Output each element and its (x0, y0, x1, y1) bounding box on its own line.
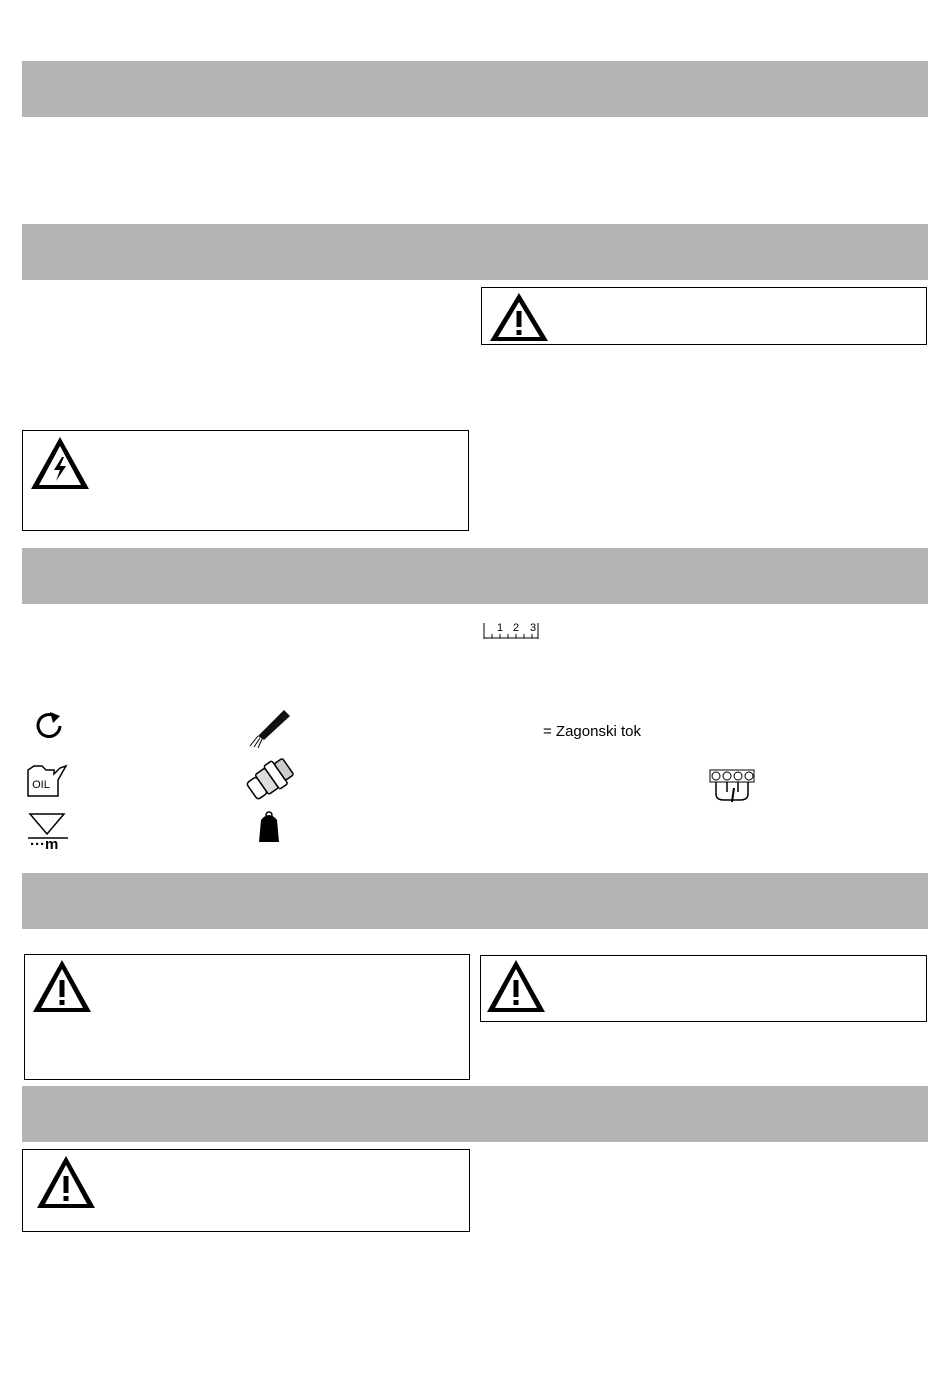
warning-box-section4-right (480, 955, 927, 1022)
cable-gland-icon (242, 755, 298, 803)
section-header-2 (22, 224, 928, 280)
section-header-4 (22, 873, 928, 929)
weight-icon (257, 810, 281, 844)
warning-box-top-right (481, 287, 927, 345)
warning-box-section5 (22, 1149, 470, 1232)
scale-number-2: 2 (513, 622, 520, 634)
starting-current-label: = Zagonski tok (543, 723, 641, 740)
electric-warning-box (22, 430, 469, 531)
warning-triangle-icon (488, 291, 550, 343)
oil-can-icon (24, 758, 68, 798)
cable-icon (246, 706, 294, 748)
oil-label: OIL (32, 779, 50, 791)
scale-number-1: 1 (497, 622, 504, 634)
section-header-3 (22, 548, 928, 604)
warning-triangle-icon (31, 958, 93, 1014)
rotation-arrow-icon (34, 710, 66, 742)
warning-box-section4-left (24, 954, 470, 1080)
scale-number-3: 3 (530, 622, 537, 634)
warning-triangle-icon (485, 958, 547, 1014)
section-header-5 (22, 1086, 928, 1142)
electric-hazard-icon (29, 435, 91, 491)
terminal-block-icon (708, 768, 756, 806)
warning-triangle-icon (35, 1154, 97, 1210)
section-header-1 (22, 61, 928, 117)
depth-label: ···m (30, 836, 59, 853)
